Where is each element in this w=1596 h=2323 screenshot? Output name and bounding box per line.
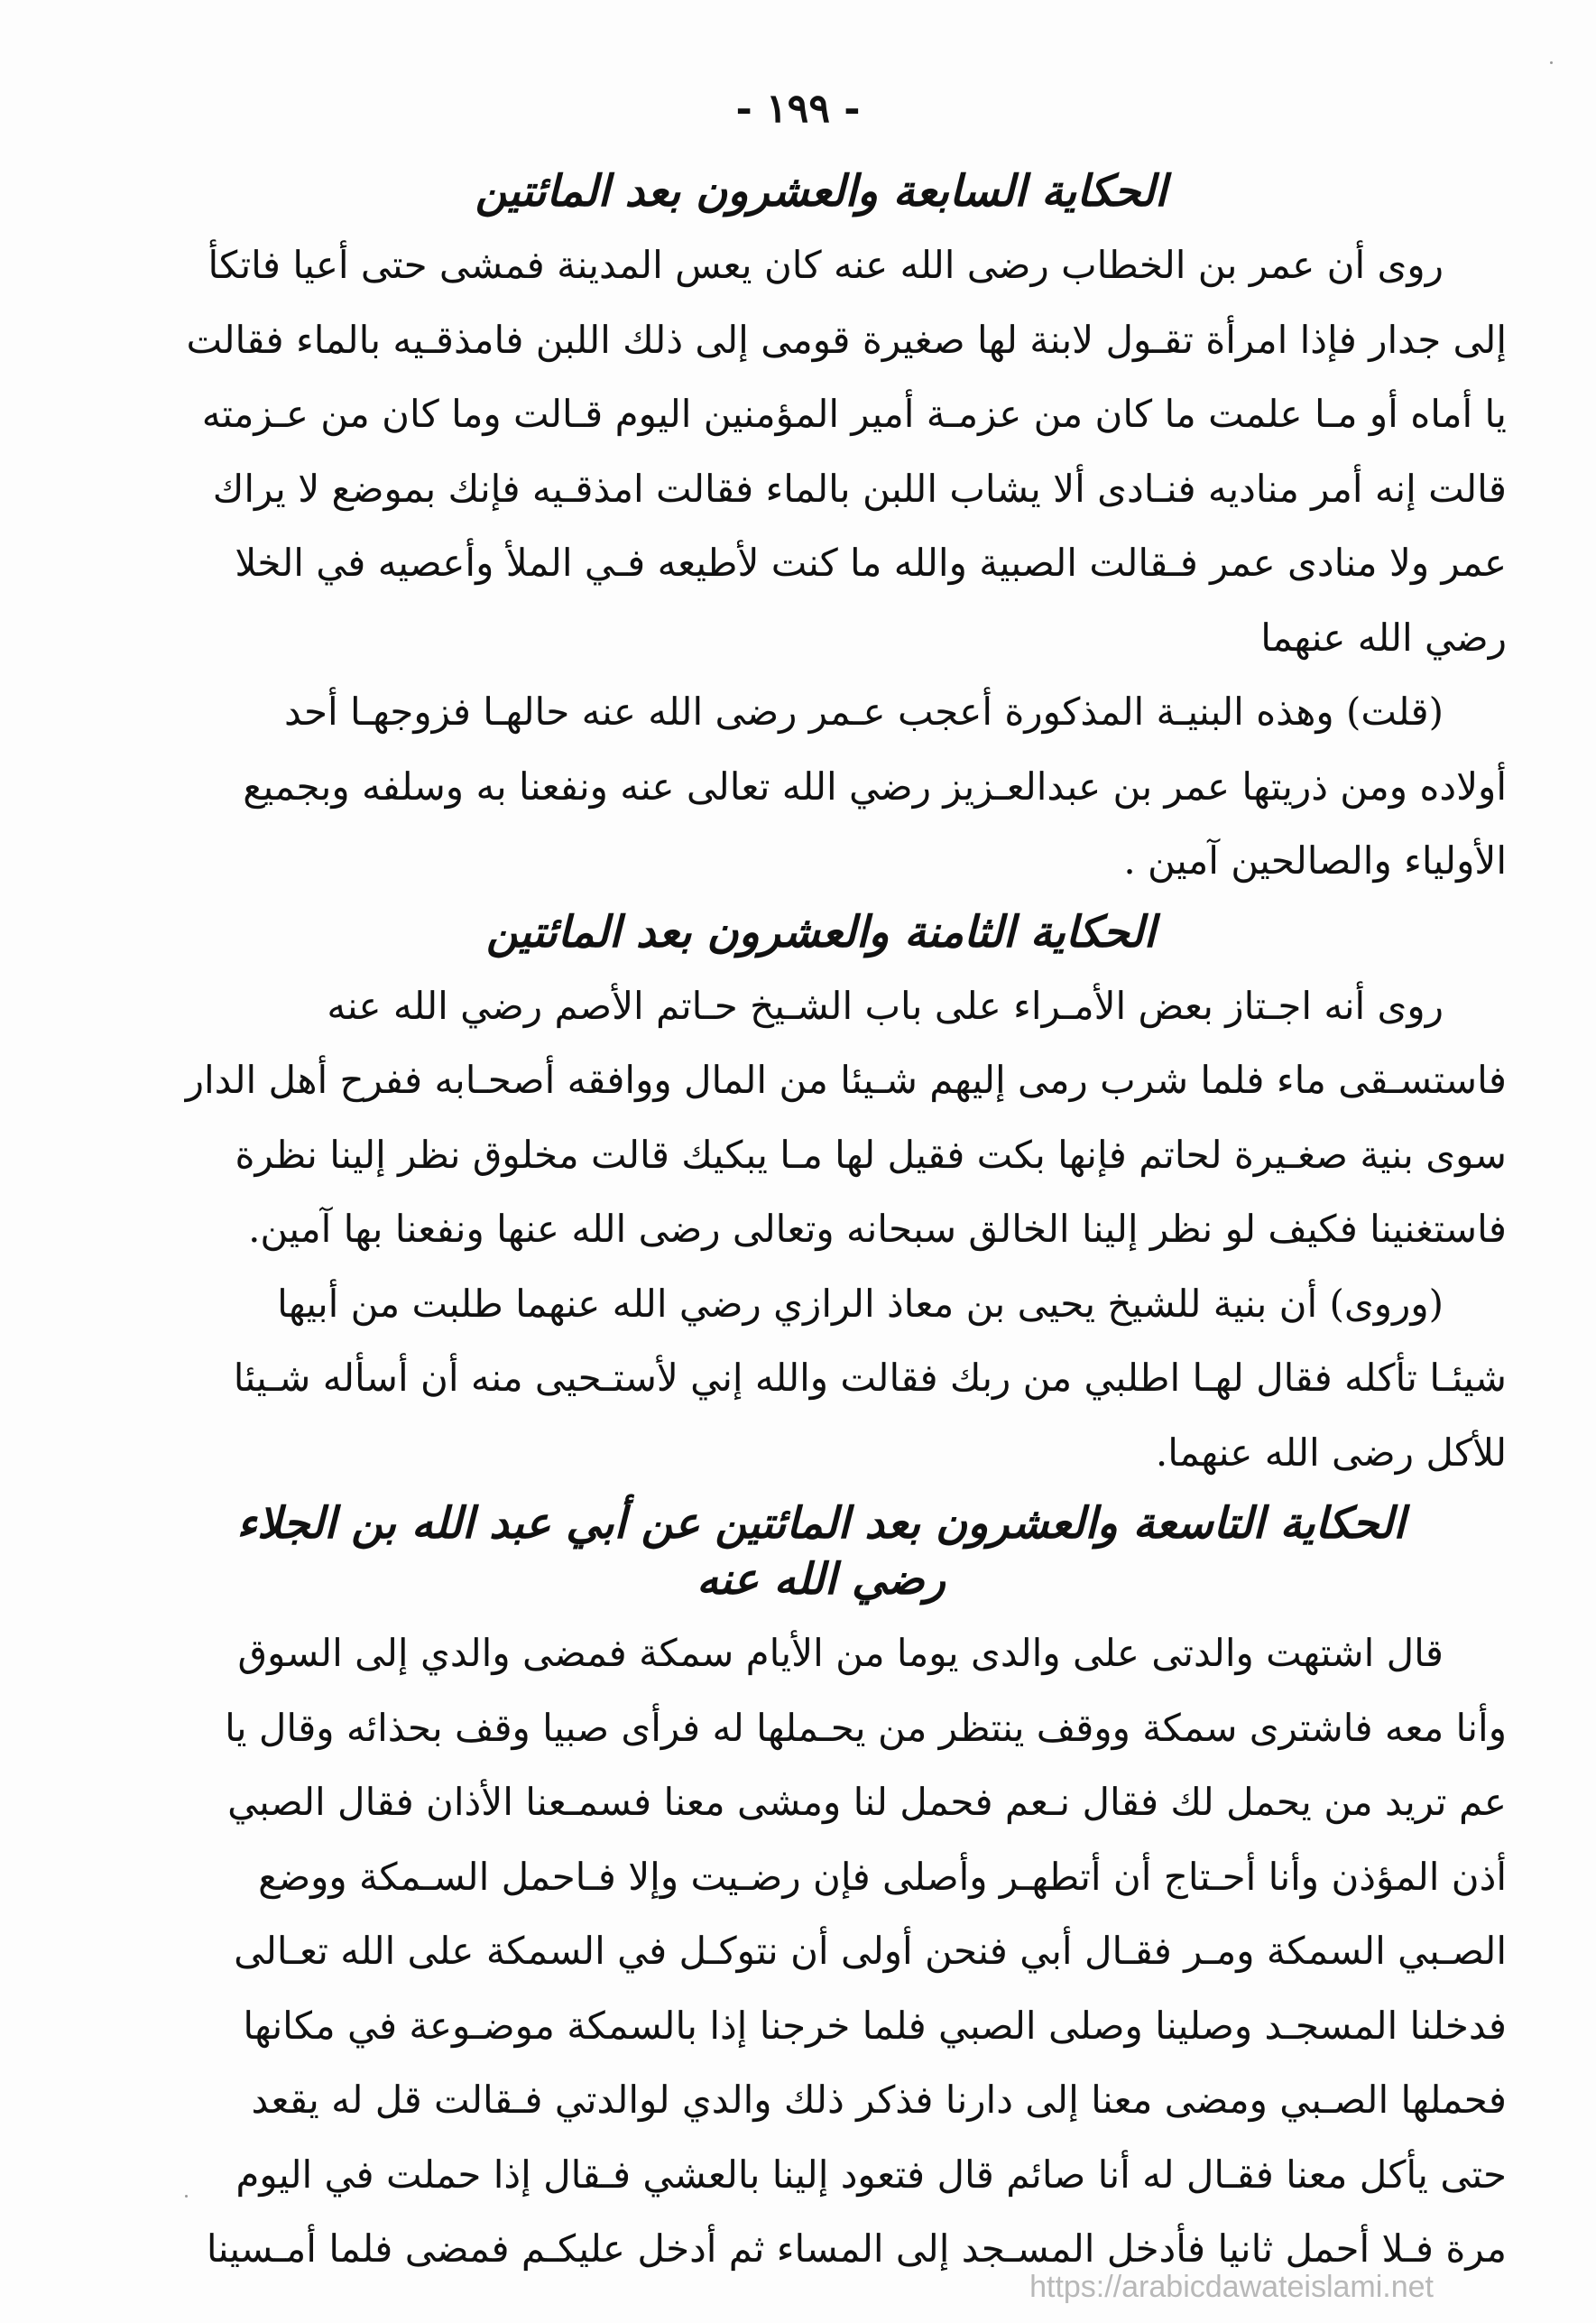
story-228 [135,904,1507,1491]
text-line: أذن المؤذن وأنا أحـتاج أن أتطهـر وأصلى فإن رضـيت وإلا فـاحمل السـمكة ووضع [258,1854,1507,1899]
text-line: عمر ولا منادى عمر فـقالت الصبية والله ما كنت لأطيعه فـي الملأ وأعصيه في الخلا [235,541,1507,585]
story-paragraph [135,969,1507,1267]
text-line: سوى بنية صغـيرة لحاتم فإنها بكت فقيل لها مـا يبكيك قالت مخلوق نظر إلينا نظرة [235,1132,1507,1177]
text-line: وأنا معه فاشترى سمكة ووقف ينتظر من يحـملها له فرأى صبيا وقف بحذائه وقال يا [225,1705,1507,1750]
text-line: روى أن عمر بن الخطاب رضى الله عنه كان يعس المدينة فمشى حتى أعيا فاتكأ [208,243,1444,287]
text-line: شيئـا تأكله فقال لهـا اطلبي من ربك فقالت والله إني لأستـحيى منه أن أسأله شـيئا [233,1356,1507,1400]
page-content [135,158,1507,2287]
text-line: عم تريد من يحمل لك فقال نـعم فحمل لنا ومشى معنا فسمـعنا الأذان فقال الصبي [227,1780,1507,1824]
text-line: روى أنه اجـتاز بعض الأمـراء على باب الشـيخ حـاتم الأصم رضي الله عنه [327,983,1444,1028]
story-paragraph [135,675,1507,899]
heading-line: رضي الله عنه [697,1554,946,1605]
page-number: - ١٩٩ - [735,86,861,132]
text-line: قالت إنه أمر مناديه فنـادى ألا يشاب اللبن بالماء فقالت امذقـيه فإنك بموضع لا يراك [212,466,1507,511]
text-line: أولاده ومن ذريتها عمر بن عبدالعـزيز رضي الله تعالى عنه ونفعنا به وسلفه وبجميع [243,764,1507,809]
text-line: للأكل رضى الله عنهما. [1155,1430,1507,1475]
text-line: فاستغنينا فكيف لو نظر إلينا الخالق سبحانه وتعالى رضى الله عنها ونفعنا بها آمين. [248,1207,1507,1251]
text-line: الأولياء والصالحين آمين . [1123,838,1507,883]
story-229 [135,1495,1507,2287]
text-line: (قلت) وهذه البنيـة المذكورة أعجب عـمر رضى الله عنه حالهـا فزوجهـا أحد [283,689,1444,734]
story-heading [135,1495,1507,1607]
heading-line: الحكاية التاسعة والعشرون بعد المائتين عن أبي عبد الله بن الجلاء [236,1498,1406,1549]
text-line: الصـبي السمكة ومـر فقـال أبي فنحن أولى أن نتوكـل في السمكة على الله تعـالى [234,1929,1507,1973]
watermark-url: https://arabicdawateislami.net [1029,2270,1434,2304]
text-line: إلى جدار فإذا امرأة تقـول لابنة لها صغيرة قومى إلى ذلك اللبن فامذقـيه بالماء فقالت [186,317,1507,362]
text-line: (وروى) أن بنية للشيخ يحيى بن معاذ الرازي رضي الله عنهما طلبت من أبيها [277,1281,1444,1326]
scan-speck [185,2195,188,2198]
text-line: فدخلنا المسجـد وصلينا وصلى الصبي فلما خرجنا إذا بالسمكة موضـوعة في مكانها [243,2003,1507,2048]
text-line: مرة فـلا أحمل ثانيا فأدخل المسـجد إلى المساء ثم أدخل عليكـم فمضى فلما أمـسينا [206,2226,1507,2271]
text-line: يا أماه أو مـا علمت ما كان من عزمـة أمير المؤمنين اليوم قـالت وما كان من عـزمته [201,392,1507,436]
story-227 [135,163,1507,899]
story-paragraph [135,1267,1507,1491]
text-line: رضي الله عنهما [1260,615,1507,660]
story-paragraph [135,1616,1507,2287]
text-line: قال اشتهت والدتى على والدى يوما من الأيام سمكة فمضى والدي إلى السوق [237,1631,1444,1675]
text-line: فاستسـقى ماء فلما شرب رمى إليهم شـيئا من المال ووافقه أصحـابه ففرح أهل الدار [185,1058,1507,1102]
story-paragraph [135,228,1507,675]
scan-speck [1550,61,1553,64]
text-line: حتى يأكل معنا فقـال له أنا صائم قال فتعود إلينا بالعشي فـقال إذا حملت في اليوم [235,2152,1507,2197]
story-heading: الحكاية السابعة والعشرون بعد المائتين [475,166,1167,217]
text-line: فحملها الصـبي ومضى معنا إلى دارنا فذكر ذلك والدي لوالدتي فـقالت قل له يقعد [251,2078,1507,2122]
story-heading: الحكاية الثامنة والعشرون بعد المائتين [486,906,1156,958]
